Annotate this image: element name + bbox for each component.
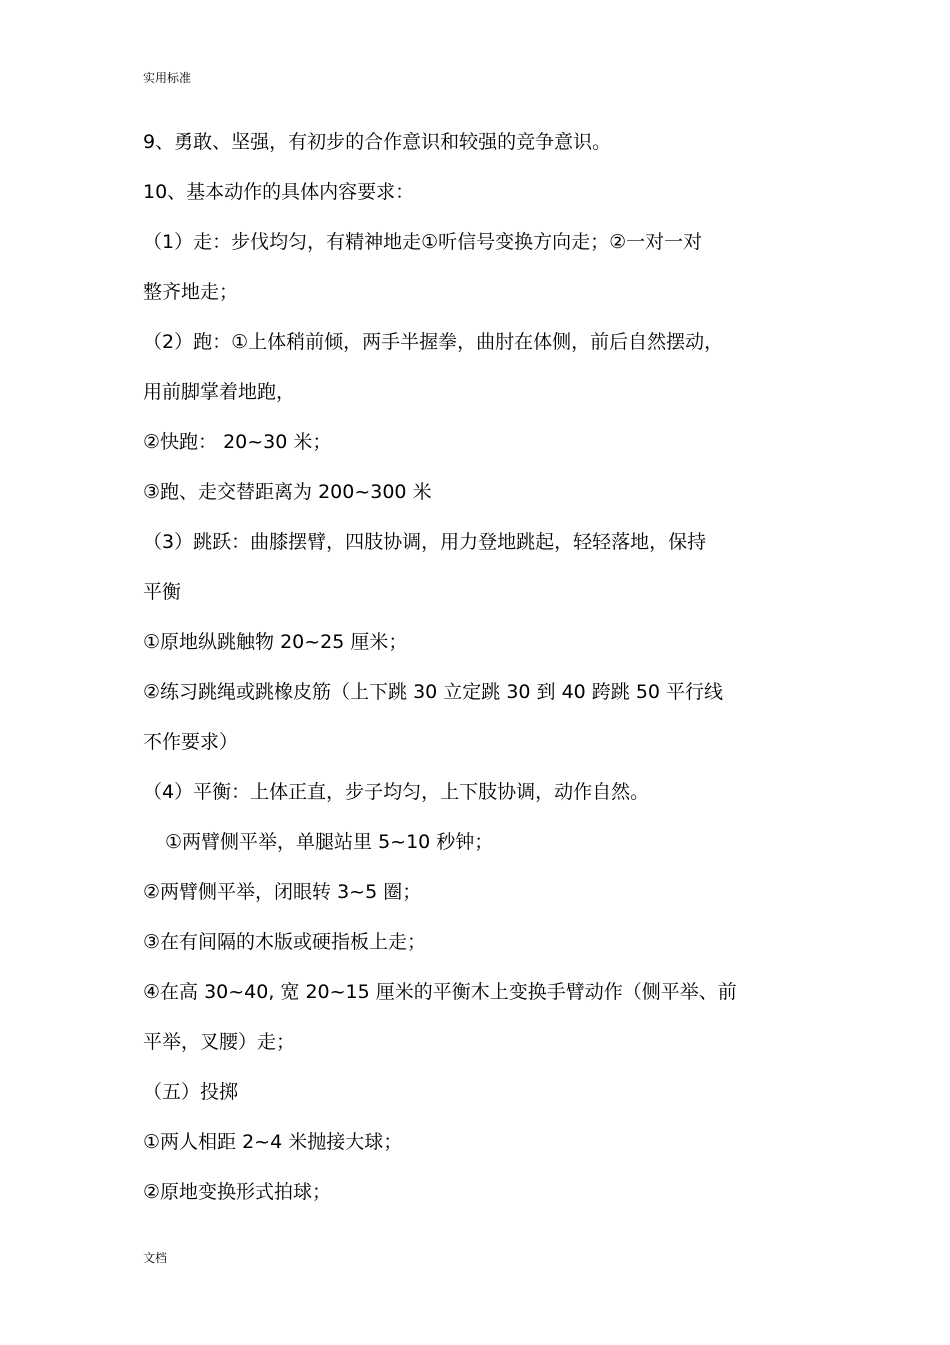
text-line-12: ②练习跳绳或跳橡皮筋（上下跳 30 立定跳 30 到 40 跨跳 50 平行线 [143,681,724,703]
text-line-19: 平举，叉腰）走； [143,1031,296,1053]
page-footer: 文档 [143,1251,168,1265]
text-line-14: （4）平衡：上体正直，步子均匀，上下肢协调，动作自然。 [143,781,650,803]
text-line-9: （3）跳跃：曲膝摆臂，四肢协调，用力登地跳起，轻轻落地，保持 [143,531,707,553]
text-line-21: ①两人相距 2~4 米抛接大球； [143,1131,403,1153]
text-line-1: 9、勇敢、坚强，有初步的合作意识和较强的竞争意识。 [143,131,612,153]
text-line-20: （五）投掷 [143,1081,239,1103]
text-line-4: 整齐地走； [143,281,239,303]
text-line-5: （2）跑：①上体稍前倾，两手半握拳，曲肘在体侧，前后自然摆动， [143,331,724,353]
text-line-18: ④在高 30~40, 宽 20~15 厘米的平衡木上变换手臂动作（侧平举、前 [143,981,737,1003]
text-line-8: ③跑、走交替距离为 200~300 米 [143,481,432,503]
text-line-3: （1）走：步伐均匀，有精神地走①听信号变换方向走；②一对一对 [143,231,703,253]
text-line-10: 平衡 [143,581,182,603]
text-line-11: ①原地纵跳触物 20~25 厘米； [143,631,408,653]
text-line-7: ②快跑： 20~30 米； [143,431,332,453]
page-header: 实用标准 [143,71,192,85]
text-line-6: 用前脚掌着地跑， [143,381,296,403]
text-line-2: 10、基本动作的具体内容要求： [143,181,415,203]
text-line-15: ①两臂侧平举，单腿站里 5~10 秒钟； [165,831,494,853]
text-line-17: ③在有间隔的木版或硬指板上走； [143,931,427,953]
document-body [143,124,813,1224]
text-line-16: ②两臂侧平举，闭眼转 3~5 圈； [143,881,422,903]
text-line-13: 不作要求） [143,731,239,753]
text-line-22: ②原地变换形式拍球； [143,1181,332,1203]
